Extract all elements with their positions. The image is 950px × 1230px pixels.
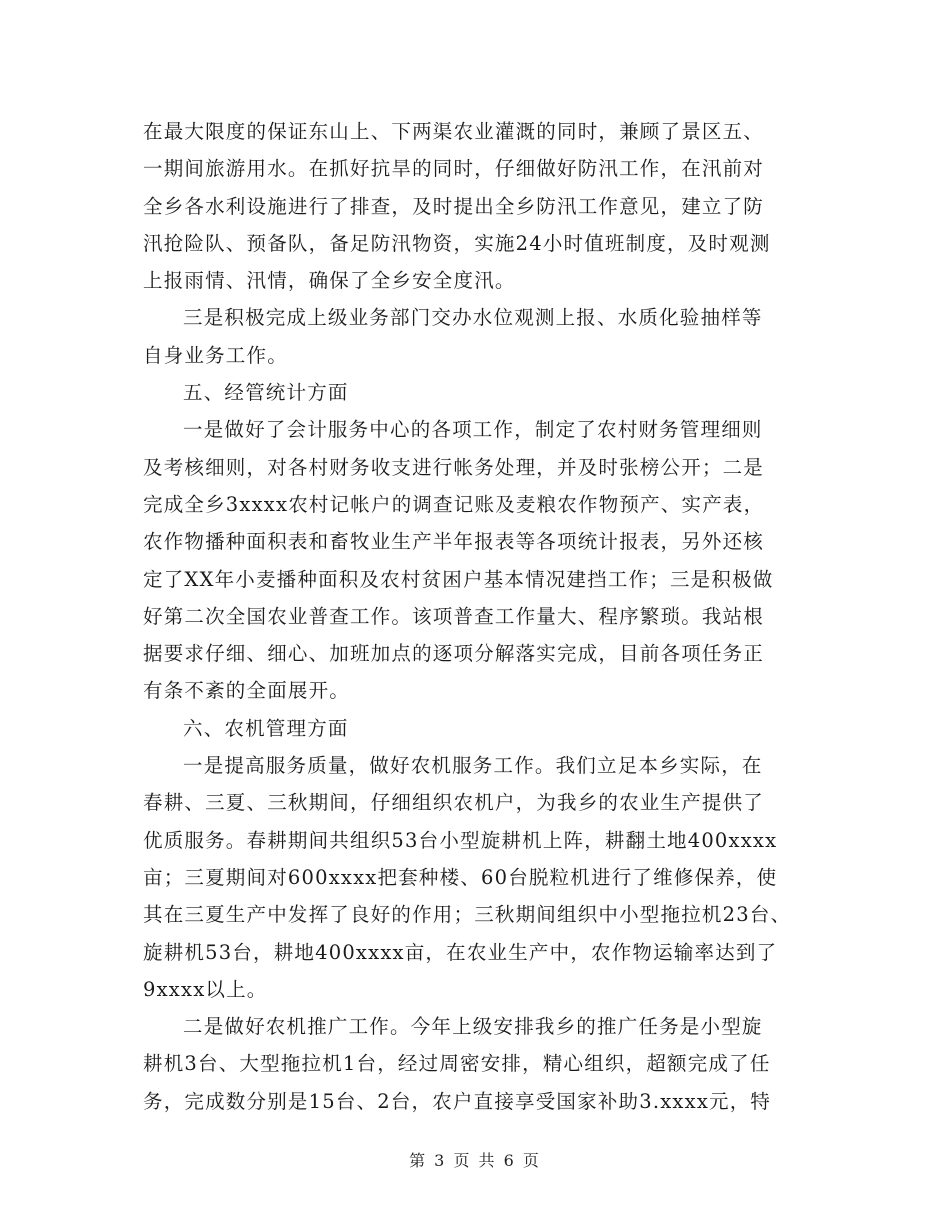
text-line: 亩；三夏期间对600xxxx把套种楼、60台脱粒机进行了维修保养，使 <box>143 865 778 889</box>
text-line: 春耕、三夏、三秋期间，仔细组织农机户，为我乡的农业生产提供了 <box>143 791 765 815</box>
text-line: 9xxxx以上。 <box>143 977 268 1001</box>
text-line: 上报雨情、汛情，确保了全乡安全度汛。 <box>143 269 516 293</box>
text-line: 完成全乡3xxxx农村记帐户的调查记账及麦粮农作物预产、实产表， <box>143 492 765 516</box>
text-line: 优质服务。春耕期间共组织53台小型旋耕机上阵，耕翻土地400xxxx <box>143 828 778 852</box>
text-line: 定了XX年小麦播种面积及农村贫困户基本情况建挡工作；三是积极做 <box>143 567 774 591</box>
text-line: 一期间旅游用水。在抓好抗旱的同时，仔细做好防汛工作，在汛前对 <box>143 157 765 181</box>
text-line: 耕机3台、大型拖拉机1台，经过周密安排，精心组织，超额完成了任 <box>143 1052 771 1076</box>
text-line: 一是做好了会计服务中心的各项工作，制定了农村财务管理细则 <box>183 418 763 442</box>
text-line: 其在三夏生产中发挥了良好的作用；三秋期间组织中小型拖拉机23台、 <box>143 903 792 927</box>
text-line: 一是提高服务质量，做好农机服务工作。我们立足本乡实际，在 <box>183 754 763 778</box>
text-line: 二是做好农机推广工作。今年上级安排我乡的推广任务是小型旋 <box>183 1015 763 1039</box>
text-line: 好第二次全国农业普查工作。该项普查工作量大、程序繁琐。我站根 <box>143 604 765 628</box>
text-line: 三是积极完成上级业务部门交办水位观测上报、水质化验抽样等 <box>183 306 763 330</box>
text-line: 农作物播种面积表和畜牧业生产半年报表等各项统计报表，另外还核 <box>143 530 765 554</box>
text-line: 据要求仔细、细心、加班加点的逐项分解落实完成，目前各项任务正 <box>143 642 765 666</box>
text-line: 自身业务工作。 <box>143 343 288 367</box>
text-line: 务，完成数分别是15台、2台，农户直接享受国家补助3.xxxx元，特 <box>143 1089 772 1113</box>
text-line: 六、农机管理方面 <box>183 716 349 740</box>
text-line: 汛抢险队、预备队，备足防汛物资，实施24小时值班制度，及时观测 <box>143 231 771 255</box>
text-line: 及考核细则，对各村财务收支进行帐务处理，并及时张榜公开；二是 <box>143 455 765 479</box>
document-body <box>143 113 813 1120</box>
text-line: 在最大限度的保证东山上、下两渠农业灌溉的同时，兼顾了景区五、 <box>143 120 765 143</box>
text-line: 全乡各水利设施进行了排查，及时提出全乡防汛工作意见，建立了防 <box>143 194 765 218</box>
text-line: 旋耕机53台，耕地400xxxx亩，在农业生产中，农作物运输率达到了 <box>143 940 778 964</box>
page-footer: 第 3 页 共 6 页 <box>409 1151 541 1170</box>
text-line: 五、经管统计方面 <box>183 381 349 405</box>
text-line: 有条不紊的全面展开。 <box>143 679 351 703</box>
